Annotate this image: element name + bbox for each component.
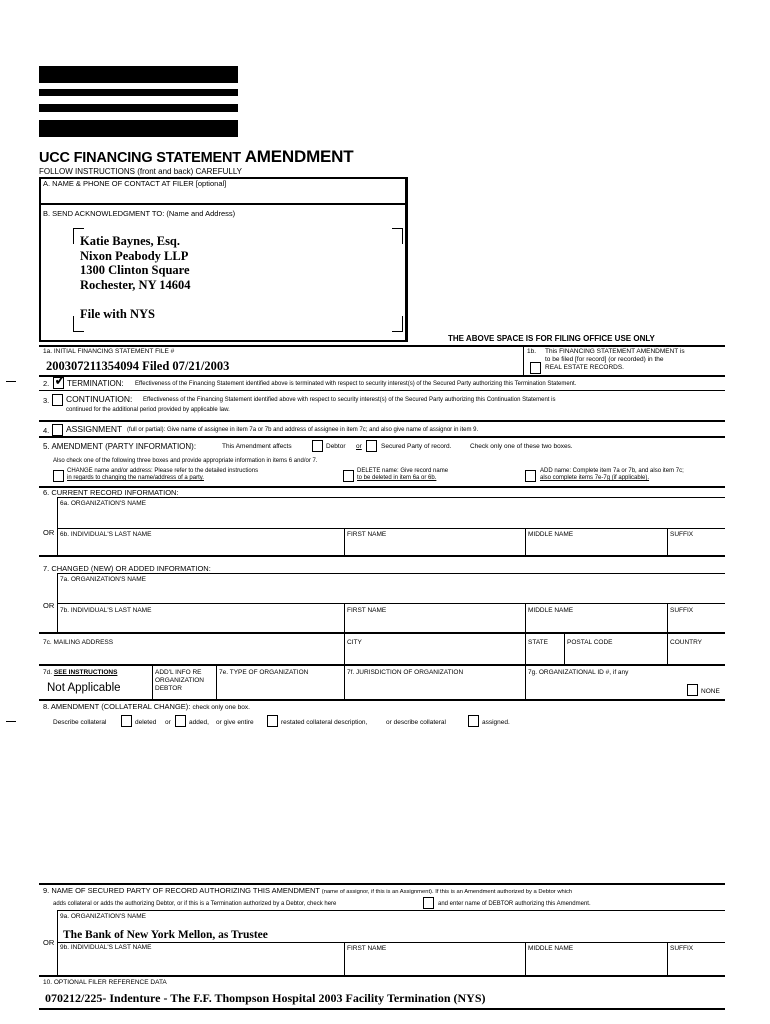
follow-instructions: FOLLOW INSTRUCTIONS (front and back) CAREFULLY bbox=[39, 167, 243, 176]
divider bbox=[667, 942, 668, 976]
change-line-2: in regards to changing the name/address of a party. bbox=[67, 475, 204, 481]
delete-line-2: to be deleted in item 6a or 6b. bbox=[357, 475, 437, 481]
divider bbox=[57, 942, 725, 943]
divider bbox=[39, 632, 725, 634]
item6-label: 6. CURRENT RECORD INFORMATION: bbox=[43, 488, 179, 497]
label-city: CITY bbox=[347, 639, 362, 646]
divider bbox=[344, 632, 345, 664]
continuation-text-2: continued for the additional period provided by applicable law. bbox=[66, 407, 230, 413]
label-b: B. SEND ACKNOWLEDGMENT TO: (Name and Address) bbox=[43, 209, 236, 218]
assignment-checkbox[interactable] bbox=[52, 424, 63, 436]
item3-number: 3. bbox=[43, 396, 50, 405]
divider bbox=[523, 346, 524, 376]
divider bbox=[344, 603, 345, 632]
secured-party-checkbox[interactable] bbox=[366, 440, 377, 452]
divider bbox=[39, 345, 725, 347]
divider bbox=[525, 528, 526, 555]
divider bbox=[39, 699, 725, 701]
continuation-text: Effectiveness of the Financing Statement identified above with respect to security interest(s) of the Secured Party authorizing this Continuation Statement is bbox=[143, 397, 556, 403]
termination-label: TERMINATION: bbox=[67, 379, 124, 388]
added-checkbox[interactable] bbox=[175, 715, 186, 727]
delete-text bbox=[357, 468, 448, 482]
divider bbox=[525, 664, 526, 699]
initial-file-number: 200307211354094 Filed 07/21/2003 bbox=[46, 359, 230, 373]
divider bbox=[39, 883, 725, 885]
check-mark-icon: ✓ bbox=[54, 372, 67, 389]
divider bbox=[39, 375, 725, 377]
label-9-suffix: SUFFIX bbox=[670, 945, 694, 952]
text-1b-line-1: This FINANCING STATEMENT AMENDMENT is bbox=[545, 348, 685, 355]
check-one-label: Check only one of these two boxes. bbox=[470, 443, 573, 450]
assignment-text: (full or partial): Give name of assignee in item 7a or 7b and address of assignee in item 7c; and also give name of assignor in item 9. bbox=[127, 427, 479, 433]
label-7c: 7c. MAILING ADDRESS bbox=[43, 639, 114, 646]
label-7-suffix: SUFFIX bbox=[670, 607, 694, 614]
title-small: UCC FINANCING STATEMENT bbox=[39, 150, 241, 166]
deleted-checkbox[interactable] bbox=[121, 715, 132, 727]
change-text bbox=[67, 468, 258, 482]
divider bbox=[525, 603, 526, 632]
debtor-label: Debtor bbox=[326, 443, 346, 450]
divider bbox=[57, 603, 725, 604]
label-6-first: FIRST NAME bbox=[347, 531, 387, 538]
label-6-suffix: SUFFIX bbox=[670, 531, 694, 538]
item7-label: 7. CHANGED (NEW) OR ADDED INFORMATION: bbox=[43, 564, 211, 573]
filing-office-note: THE ABOVE SPACE IS FOR FILING OFFICE USE ONLY bbox=[448, 334, 655, 343]
divider bbox=[57, 497, 58, 555]
add-line-1: ADD name: Complete item 7a or 7b, and also item 7c; bbox=[540, 468, 684, 474]
add-checkbox[interactable] bbox=[525, 470, 536, 482]
not-applicable: Not Applicable bbox=[47, 682, 121, 694]
label-1a: 1a. INITIAL FINANCING STATEMENT FILE # bbox=[43, 348, 175, 355]
redaction-bar-1 bbox=[39, 66, 238, 83]
margin-mark bbox=[6, 721, 16, 722]
divider bbox=[39, 420, 725, 422]
label-postal: POSTAL CODE bbox=[567, 639, 613, 646]
item9-title: 9. NAME OF SECURED PARTY OF RECORD AUTHORIZING THIS AMENDMENT bbox=[43, 886, 320, 895]
added-label: added, bbox=[189, 719, 209, 726]
divider bbox=[39, 975, 725, 977]
delete-line-1: DELETE name: Give record name bbox=[357, 468, 449, 474]
debtor-authorizing-checkbox[interactable] bbox=[423, 897, 434, 909]
add-line-2: also complete items 7e-7g (if applicable). bbox=[540, 475, 650, 481]
assignment-label: ASSIGNMENT bbox=[66, 424, 123, 434]
text-1b bbox=[545, 348, 685, 372]
label-9-first: FIRST NAME bbox=[347, 945, 387, 952]
divider bbox=[344, 942, 345, 976]
item8-label bbox=[43, 702, 250, 712]
label-state: STATE bbox=[528, 639, 548, 646]
ack-line-3: 1300 Clinton Square bbox=[80, 263, 190, 277]
title-large: AMENDMENT bbox=[244, 147, 354, 166]
item10-label: 10. OPTIONAL FILER REFERENCE DATA bbox=[43, 979, 167, 986]
item5-text: This Amendment affects bbox=[222, 443, 292, 450]
item4-number: 4. bbox=[43, 426, 50, 435]
addl-line-1: ADD'L INFO RE bbox=[155, 669, 202, 676]
label-1b: 1b. bbox=[527, 348, 537, 355]
label-9b: 9b. INDIVIDUAL'S LAST NAME bbox=[60, 944, 152, 951]
real-estate-checkbox[interactable] bbox=[530, 362, 541, 374]
add-text bbox=[540, 468, 684, 482]
label-7d-num: 7d. bbox=[43, 669, 53, 676]
addl-line-2: ORGANIZATION bbox=[155, 677, 204, 684]
divider bbox=[344, 664, 345, 699]
label-6a: 6a. ORGANIZATION'S NAME bbox=[60, 500, 146, 507]
ack-line-4: Rochester, NY 14604 bbox=[80, 277, 191, 292]
divider bbox=[667, 603, 668, 632]
divider bbox=[667, 632, 668, 664]
divider bbox=[39, 664, 725, 666]
divider bbox=[216, 688, 217, 699]
divider bbox=[564, 632, 565, 664]
assigned-label: assigned. bbox=[482, 719, 510, 726]
addl-line-3: DEBTOR bbox=[155, 685, 182, 692]
divider bbox=[39, 436, 725, 438]
divider bbox=[57, 910, 58, 976]
termination-text: Effectiveness of the Financing Statement identified above is terminated with respect to security interest(s) of the Secured Party authorizing this Termination Statement. bbox=[135, 381, 577, 387]
continuation-checkbox[interactable] bbox=[52, 394, 63, 406]
change-line-1: CHANGE name and/or address: Please refer to the detailed instructions bbox=[67, 468, 259, 474]
bracket-br bbox=[392, 316, 403, 332]
change-checkbox[interactable] bbox=[53, 470, 64, 482]
restated-label: restated collateral description, bbox=[281, 719, 368, 726]
redaction-bar-3 bbox=[39, 104, 238, 112]
debtor-checkbox[interactable] bbox=[312, 440, 323, 452]
label-7g: 7g. ORGANIZATIONAL ID #, if any bbox=[528, 669, 629, 676]
see-instructions-link[interactable]: SEE INSTRUCTIONS bbox=[53, 669, 118, 676]
divider bbox=[152, 664, 153, 699]
divider bbox=[39, 555, 725, 557]
none-label: NONE bbox=[701, 688, 720, 695]
item9-text-2b: and enter name of DEBTOR authorizing this Amendment. bbox=[438, 901, 591, 907]
divider bbox=[57, 910, 725, 911]
ack-line-1: Katie Baynes, Esq. bbox=[80, 234, 181, 248]
item5-label: 5. AMENDMENT (PARTY INFORMATION): bbox=[43, 442, 197, 451]
item9-text-2a: adds collateral or adds the authorizing Debtor, or if this is a Termination authorized by a Debtor, check here bbox=[53, 901, 337, 907]
form-title bbox=[39, 147, 353, 167]
divider bbox=[57, 497, 725, 498]
item8-title: 8. AMENDMENT (COLLATERAL CHANGE): bbox=[43, 702, 191, 711]
restated-checkbox[interactable] bbox=[267, 715, 278, 727]
describe-label: Describe collateral bbox=[53, 719, 107, 726]
redaction-bar-2 bbox=[39, 89, 238, 96]
divider bbox=[667, 528, 668, 555]
deleted-label: deleted bbox=[135, 719, 157, 726]
or-label: or bbox=[356, 443, 362, 450]
item2-number: 2. bbox=[43, 379, 50, 388]
give-label: or give entire bbox=[216, 719, 254, 726]
ack-address bbox=[80, 234, 191, 292]
secured-party-name: The Bank of New York Mellon, as Trustee bbox=[63, 929, 268, 941]
label-9-middle: MIDDLE NAME bbox=[528, 945, 574, 952]
divider bbox=[344, 528, 345, 555]
secured-label: Secured Party of record. bbox=[381, 443, 452, 450]
item9-text: (name of assignor, if this is an Assignment). If this is an Amendment authorized by a Debtor which bbox=[321, 889, 573, 895]
label-country: COUNTRY bbox=[670, 639, 703, 646]
divider bbox=[39, 1008, 725, 1010]
none-checkbox[interactable] bbox=[687, 684, 698, 696]
label-9a: 9a. ORGANIZATION'S NAME bbox=[60, 913, 146, 920]
also-check: Also check one of the following three boxes and provide appropriate information in items 6 and/or 7. bbox=[53, 458, 318, 464]
label-6b: 6b. INDIVIDUAL'S LAST NAME bbox=[60, 531, 152, 538]
delete-checkbox[interactable] bbox=[343, 470, 354, 482]
or-6: OR bbox=[43, 528, 55, 537]
label-7f: 7f. JURISDICTION OF ORGANIZATION bbox=[347, 669, 464, 676]
filer-reference: 070212/225- Indenture - The F.F. Thompson Hospital 2003 Facility Termination (NYS) bbox=[45, 991, 486, 1005]
file-with: File with NYS bbox=[80, 307, 155, 321]
label-7e: 7e. TYPE OF ORGANIZATION bbox=[219, 669, 309, 676]
divider bbox=[57, 528, 725, 529]
divider bbox=[39, 390, 725, 391]
item8-check: check only one box. bbox=[192, 704, 250, 711]
text-1b-line-2: to be filed [for record] (or recorded) in the bbox=[545, 356, 664, 363]
divider bbox=[57, 573, 725, 574]
continuation-label: CONTINUATION: bbox=[66, 394, 133, 404]
divider bbox=[525, 632, 526, 664]
label-7-first: FIRST NAME bbox=[347, 607, 387, 614]
label-6-middle: MIDDLE NAME bbox=[528, 531, 574, 538]
addl-info bbox=[155, 669, 204, 693]
label-7d bbox=[43, 669, 117, 677]
label-7a: 7a. ORGANIZATION'S NAME bbox=[60, 576, 146, 583]
item9-label bbox=[43, 887, 572, 896]
or-label-8: or bbox=[165, 719, 171, 726]
margin-mark bbox=[6, 381, 16, 382]
ack-line-2: Nixon Peabody LLP bbox=[80, 248, 189, 263]
bracket-tr bbox=[392, 228, 403, 244]
divider bbox=[525, 942, 526, 976]
divider bbox=[39, 203, 408, 205]
label-7-middle: MIDDLE NAME bbox=[528, 607, 574, 614]
or-9: OR bbox=[43, 938, 55, 947]
or-7: OR bbox=[43, 601, 55, 610]
redaction-bar-4 bbox=[39, 120, 238, 137]
text-1b-line-3: REAL ESTATE RECORDS. bbox=[545, 364, 624, 371]
assigned-checkbox[interactable] bbox=[468, 715, 479, 727]
label-a: A. NAME & PHONE OF CONTACT AT FILER [optional] bbox=[43, 179, 227, 188]
label-7b: 7b. INDIVIDUAL'S LAST NAME bbox=[60, 607, 152, 614]
or-describe-label: or describe collateral bbox=[386, 719, 446, 726]
